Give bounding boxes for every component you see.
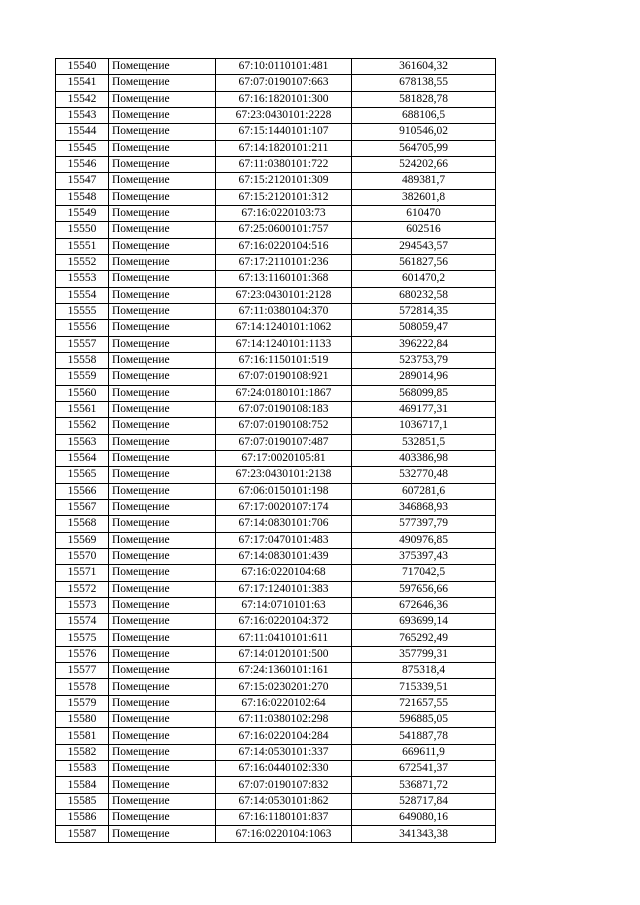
table-row	[56, 712, 496, 728]
row-number-cell: 15540	[56, 59, 109, 75]
table-row	[56, 222, 496, 238]
value-cell: 361604,32	[352, 59, 496, 75]
value-cell: 523753,79	[352, 352, 496, 368]
table-row	[56, 434, 496, 450]
value-cell: 765292,49	[352, 630, 496, 646]
cadastral-number-cell: 67:11:0380101:722	[216, 156, 352, 172]
table-row	[56, 646, 496, 662]
table-row	[56, 532, 496, 548]
row-number-cell: 15547	[56, 173, 109, 189]
object-type-cell: Помещение	[109, 532, 216, 548]
table-row	[56, 336, 496, 352]
table-row	[56, 597, 496, 613]
object-type-cell: Помещение	[109, 401, 216, 417]
row-number-cell: 15558	[56, 352, 109, 368]
table-row	[56, 271, 496, 287]
cadastral-number-cell: 67:07:0190107:663	[216, 75, 352, 91]
cadastral-number-cell: 67:10:0110101:481	[216, 59, 352, 75]
object-type-cell: Помещение	[109, 59, 216, 75]
row-number-cell: 15571	[56, 565, 109, 581]
cadastral-number-cell: 67:07:0190108:921	[216, 369, 352, 385]
cadastral-number-cell: 67:15:2120101:312	[216, 189, 352, 205]
object-type-cell: Помещение	[109, 467, 216, 483]
value-cell: 678138,55	[352, 75, 496, 91]
object-type-cell: Помещение	[109, 156, 216, 172]
object-type-cell: Помещение	[109, 614, 216, 630]
object-type-cell: Помещение	[109, 712, 216, 728]
value-cell: 715339,51	[352, 679, 496, 695]
row-number-cell: 15561	[56, 401, 109, 417]
object-type-cell: Помещение	[109, 565, 216, 581]
table-row	[56, 679, 496, 695]
value-cell: 875318,4	[352, 663, 496, 679]
table-row	[56, 793, 496, 809]
row-number-cell: 15582	[56, 744, 109, 760]
table-row	[56, 287, 496, 303]
value-cell: 541887,78	[352, 728, 496, 744]
object-type-cell: Помещение	[109, 483, 216, 499]
data-table	[55, 58, 496, 843]
object-type-cell: Помещение	[109, 679, 216, 695]
row-number-cell: 15583	[56, 761, 109, 777]
value-cell: 508059,47	[352, 320, 496, 336]
table-row	[56, 75, 496, 91]
row-number-cell: 15563	[56, 434, 109, 450]
row-number-cell: 15576	[56, 646, 109, 662]
cadastral-number-cell: 67:24:0180101:1867	[216, 385, 352, 401]
object-type-cell: Помещение	[109, 418, 216, 434]
value-cell: 396222,84	[352, 336, 496, 352]
value-cell: 524202,66	[352, 156, 496, 172]
row-number-cell: 15587	[56, 826, 109, 842]
row-number-cell: 15541	[56, 75, 109, 91]
value-cell: 672646,36	[352, 597, 496, 613]
cadastral-number-cell: 67:07:0190107:487	[216, 434, 352, 450]
cadastral-number-cell: 67:17:2110101:236	[216, 254, 352, 270]
value-cell: 357799,31	[352, 646, 496, 662]
row-number-cell: 15578	[56, 679, 109, 695]
value-cell: 536871,72	[352, 777, 496, 793]
cadastral-number-cell: 67:14:1820101:211	[216, 140, 352, 156]
value-cell: 577397,79	[352, 516, 496, 532]
table-row	[56, 548, 496, 564]
table-row	[56, 467, 496, 483]
object-type-cell: Помещение	[109, 303, 216, 319]
object-type-cell: Помещение	[109, 761, 216, 777]
object-type-cell: Помещение	[109, 646, 216, 662]
cadastral-number-cell: 67:23:0430101:2228	[216, 107, 352, 123]
table-row	[56, 418, 496, 434]
cadastral-number-cell: 67:15:0230201:270	[216, 679, 352, 695]
cadastral-number-cell: 67:16:1180101:837	[216, 810, 352, 826]
cadastral-number-cell: 67:11:0410101:611	[216, 630, 352, 646]
row-number-cell: 15566	[56, 483, 109, 499]
table-row	[56, 303, 496, 319]
table-row	[56, 107, 496, 123]
row-number-cell: 15548	[56, 189, 109, 205]
object-type-cell: Помещение	[109, 826, 216, 842]
cadastral-number-cell: 67:14:0710101:63	[216, 597, 352, 613]
value-cell: 672541,37	[352, 761, 496, 777]
cadastral-number-cell: 67:17:0020105:81	[216, 450, 352, 466]
value-cell: 910546,02	[352, 124, 496, 140]
row-number-cell: 15579	[56, 695, 109, 711]
table-row	[56, 695, 496, 711]
value-cell: 572814,35	[352, 303, 496, 319]
cadastral-number-cell: 67:16:0220104:68	[216, 565, 352, 581]
row-number-cell: 15577	[56, 663, 109, 679]
value-cell: 581828,78	[352, 91, 496, 107]
object-type-cell: Помещение	[109, 450, 216, 466]
object-type-cell: Помещение	[109, 140, 216, 156]
value-cell: 597656,66	[352, 581, 496, 597]
row-number-cell: 15546	[56, 156, 109, 172]
table-row	[56, 777, 496, 793]
cadastral-number-cell: 67:14:1240101:1133	[216, 336, 352, 352]
row-number-cell: 15556	[56, 320, 109, 336]
table-row	[56, 156, 496, 172]
value-cell: 717042,5	[352, 565, 496, 581]
row-number-cell: 15581	[56, 728, 109, 744]
value-cell: 375397,43	[352, 548, 496, 564]
row-number-cell: 15584	[56, 777, 109, 793]
object-type-cell: Помещение	[109, 777, 216, 793]
object-type-cell: Помещение	[109, 287, 216, 303]
object-type-cell: Помещение	[109, 663, 216, 679]
table-row	[56, 630, 496, 646]
value-cell: 289014,96	[352, 369, 496, 385]
cadastral-number-cell: 67:16:1820101:300	[216, 91, 352, 107]
cadastral-number-cell: 67:07:0190108:183	[216, 401, 352, 417]
table-row	[56, 483, 496, 499]
table-row	[56, 614, 496, 630]
row-number-cell: 15568	[56, 516, 109, 532]
object-type-cell: Помещение	[109, 369, 216, 385]
table-row	[56, 663, 496, 679]
row-number-cell: 15559	[56, 369, 109, 385]
value-cell: 568099,85	[352, 385, 496, 401]
object-type-cell: Помещение	[109, 124, 216, 140]
cadastral-number-cell: 67:06:0150101:198	[216, 483, 352, 499]
value-cell: 607281,6	[352, 483, 496, 499]
row-number-cell: 15549	[56, 205, 109, 221]
row-number-cell: 15560	[56, 385, 109, 401]
row-number-cell: 15570	[56, 548, 109, 564]
value-cell: 294543,57	[352, 238, 496, 254]
cadastral-number-cell: 67:16:0220103:73	[216, 205, 352, 221]
object-type-cell: Помещение	[109, 75, 216, 91]
table-row	[56, 810, 496, 826]
row-number-cell: 15544	[56, 124, 109, 140]
object-type-cell: Помещение	[109, 271, 216, 287]
row-number-cell: 15573	[56, 597, 109, 613]
value-cell: 532851,5	[352, 434, 496, 450]
cadastral-number-cell: 67:16:0220102:64	[216, 695, 352, 711]
table-row	[56, 499, 496, 515]
object-type-cell: Помещение	[109, 548, 216, 564]
value-cell: 489381,7	[352, 173, 496, 189]
object-type-cell: Помещение	[109, 810, 216, 826]
table-row	[56, 189, 496, 205]
value-cell: 602516	[352, 222, 496, 238]
table-row	[56, 59, 496, 75]
cadastral-number-cell: 67:07:0190108:752	[216, 418, 352, 434]
table-row	[56, 140, 496, 156]
cadastral-number-cell: 67:15:1440101:107	[216, 124, 352, 140]
cadastral-number-cell: 67:16:0220104:516	[216, 238, 352, 254]
row-number-cell: 15586	[56, 810, 109, 826]
value-cell: 341343,38	[352, 826, 496, 842]
row-number-cell: 15567	[56, 499, 109, 515]
value-cell: 610470	[352, 205, 496, 221]
row-number-cell: 15551	[56, 238, 109, 254]
table-row	[56, 744, 496, 760]
value-cell: 669611,9	[352, 744, 496, 760]
row-number-cell: 15557	[56, 336, 109, 352]
value-cell: 680232,58	[352, 287, 496, 303]
cadastral-number-cell: 67:11:0380104:370	[216, 303, 352, 319]
value-cell: 528717,84	[352, 793, 496, 809]
object-type-cell: Помещение	[109, 107, 216, 123]
cadastral-number-cell: 67:25:0600101:757	[216, 222, 352, 238]
row-number-cell: 15542	[56, 91, 109, 107]
object-type-cell: Помещение	[109, 385, 216, 401]
object-type-cell: Помещение	[109, 728, 216, 744]
cadastral-number-cell: 67:14:0830101:706	[216, 516, 352, 532]
row-number-cell: 15550	[56, 222, 109, 238]
value-cell: 382601,8	[352, 189, 496, 205]
cadastral-number-cell: 67:17:0470101:483	[216, 532, 352, 548]
cadastral-number-cell: 67:16:0220104:1063	[216, 826, 352, 842]
cadastral-number-cell: 67:15:2120101:309	[216, 173, 352, 189]
cadastral-number-cell: 67:14:0530101:337	[216, 744, 352, 760]
object-type-cell: Помещение	[109, 499, 216, 515]
table-row	[56, 565, 496, 581]
table-row	[56, 826, 496, 842]
cadastral-number-cell: 67:11:0380102:298	[216, 712, 352, 728]
value-cell: 346868,93	[352, 499, 496, 515]
table-row	[56, 369, 496, 385]
value-cell: 721657,55	[352, 695, 496, 711]
row-number-cell: 15564	[56, 450, 109, 466]
value-cell: 490976,85	[352, 532, 496, 548]
row-number-cell: 15572	[56, 581, 109, 597]
cadastral-number-cell: 67:14:0530101:862	[216, 793, 352, 809]
object-type-cell: Помещение	[109, 744, 216, 760]
value-cell: 561827,56	[352, 254, 496, 270]
row-number-cell: 15569	[56, 532, 109, 548]
object-type-cell: Помещение	[109, 516, 216, 532]
object-type-cell: Помещение	[109, 238, 216, 254]
cadastral-number-cell: 67:24:1360101:161	[216, 663, 352, 679]
row-number-cell: 15575	[56, 630, 109, 646]
object-type-cell: Помещение	[109, 793, 216, 809]
table-row	[56, 173, 496, 189]
value-cell: 601470,2	[352, 271, 496, 287]
value-cell: 532770,48	[352, 467, 496, 483]
cadastral-number-cell: 67:16:0220104:372	[216, 614, 352, 630]
object-type-cell: Помещение	[109, 336, 216, 352]
row-number-cell: 15562	[56, 418, 109, 434]
row-number-cell: 15545	[56, 140, 109, 156]
table-row	[56, 581, 496, 597]
cadastral-number-cell: 67:17:1240101:383	[216, 581, 352, 597]
object-type-cell: Помещение	[109, 695, 216, 711]
cadastral-number-cell: 67:13:1160101:368	[216, 271, 352, 287]
object-type-cell: Помещение	[109, 320, 216, 336]
value-cell: 1036717,1	[352, 418, 496, 434]
row-number-cell: 15580	[56, 712, 109, 728]
object-type-cell: Помещение	[109, 254, 216, 270]
table-row	[56, 401, 496, 417]
row-number-cell: 15554	[56, 287, 109, 303]
table-row	[56, 385, 496, 401]
cadastral-number-cell: 67:16:0220104:284	[216, 728, 352, 744]
row-number-cell: 15585	[56, 793, 109, 809]
cadastral-number-cell: 67:23:0430101:2128	[216, 287, 352, 303]
table-row	[56, 205, 496, 221]
row-number-cell: 15574	[56, 614, 109, 630]
table-row	[56, 320, 496, 336]
value-cell: 564705,99	[352, 140, 496, 156]
cadastral-number-cell: 67:17:0020107:174	[216, 499, 352, 515]
table-row	[56, 352, 496, 368]
value-cell: 596885,05	[352, 712, 496, 728]
cadastral-number-cell: 67:07:0190107:832	[216, 777, 352, 793]
cadastral-number-cell: 67:16:0440102:330	[216, 761, 352, 777]
value-cell: 469177,31	[352, 401, 496, 417]
cadastral-number-cell: 67:16:1150101:519	[216, 352, 352, 368]
cadastral-number-cell: 67:14:0830101:439	[216, 548, 352, 564]
row-number-cell: 15555	[56, 303, 109, 319]
row-number-cell: 15543	[56, 107, 109, 123]
object-type-cell: Помещение	[109, 630, 216, 646]
row-number-cell: 15565	[56, 467, 109, 483]
object-type-cell: Помещение	[109, 352, 216, 368]
cadastral-number-cell: 67:14:0120101:500	[216, 646, 352, 662]
table-body	[56, 59, 496, 843]
table-row	[56, 254, 496, 270]
row-number-cell: 15553	[56, 271, 109, 287]
value-cell: 693699,14	[352, 614, 496, 630]
object-type-cell: Помещение	[109, 434, 216, 450]
value-cell: 649080,16	[352, 810, 496, 826]
cadastral-number-cell: 67:14:1240101:1062	[216, 320, 352, 336]
object-type-cell: Помещение	[109, 189, 216, 205]
object-type-cell: Помещение	[109, 597, 216, 613]
table-row	[56, 761, 496, 777]
value-cell: 403386,98	[352, 450, 496, 466]
row-number-cell: 15552	[56, 254, 109, 270]
table-row	[56, 238, 496, 254]
object-type-cell: Помещение	[109, 91, 216, 107]
cadastral-number-cell: 67:23:0430101:2138	[216, 467, 352, 483]
value-cell: 688106,5	[352, 107, 496, 123]
table-row	[56, 516, 496, 532]
table-row	[56, 450, 496, 466]
object-type-cell: Помещение	[109, 222, 216, 238]
table-row	[56, 124, 496, 140]
object-type-cell: Помещение	[109, 205, 216, 221]
table-row	[56, 728, 496, 744]
table-row	[56, 91, 496, 107]
object-type-cell: Помещение	[109, 581, 216, 597]
object-type-cell: Помещение	[109, 173, 216, 189]
